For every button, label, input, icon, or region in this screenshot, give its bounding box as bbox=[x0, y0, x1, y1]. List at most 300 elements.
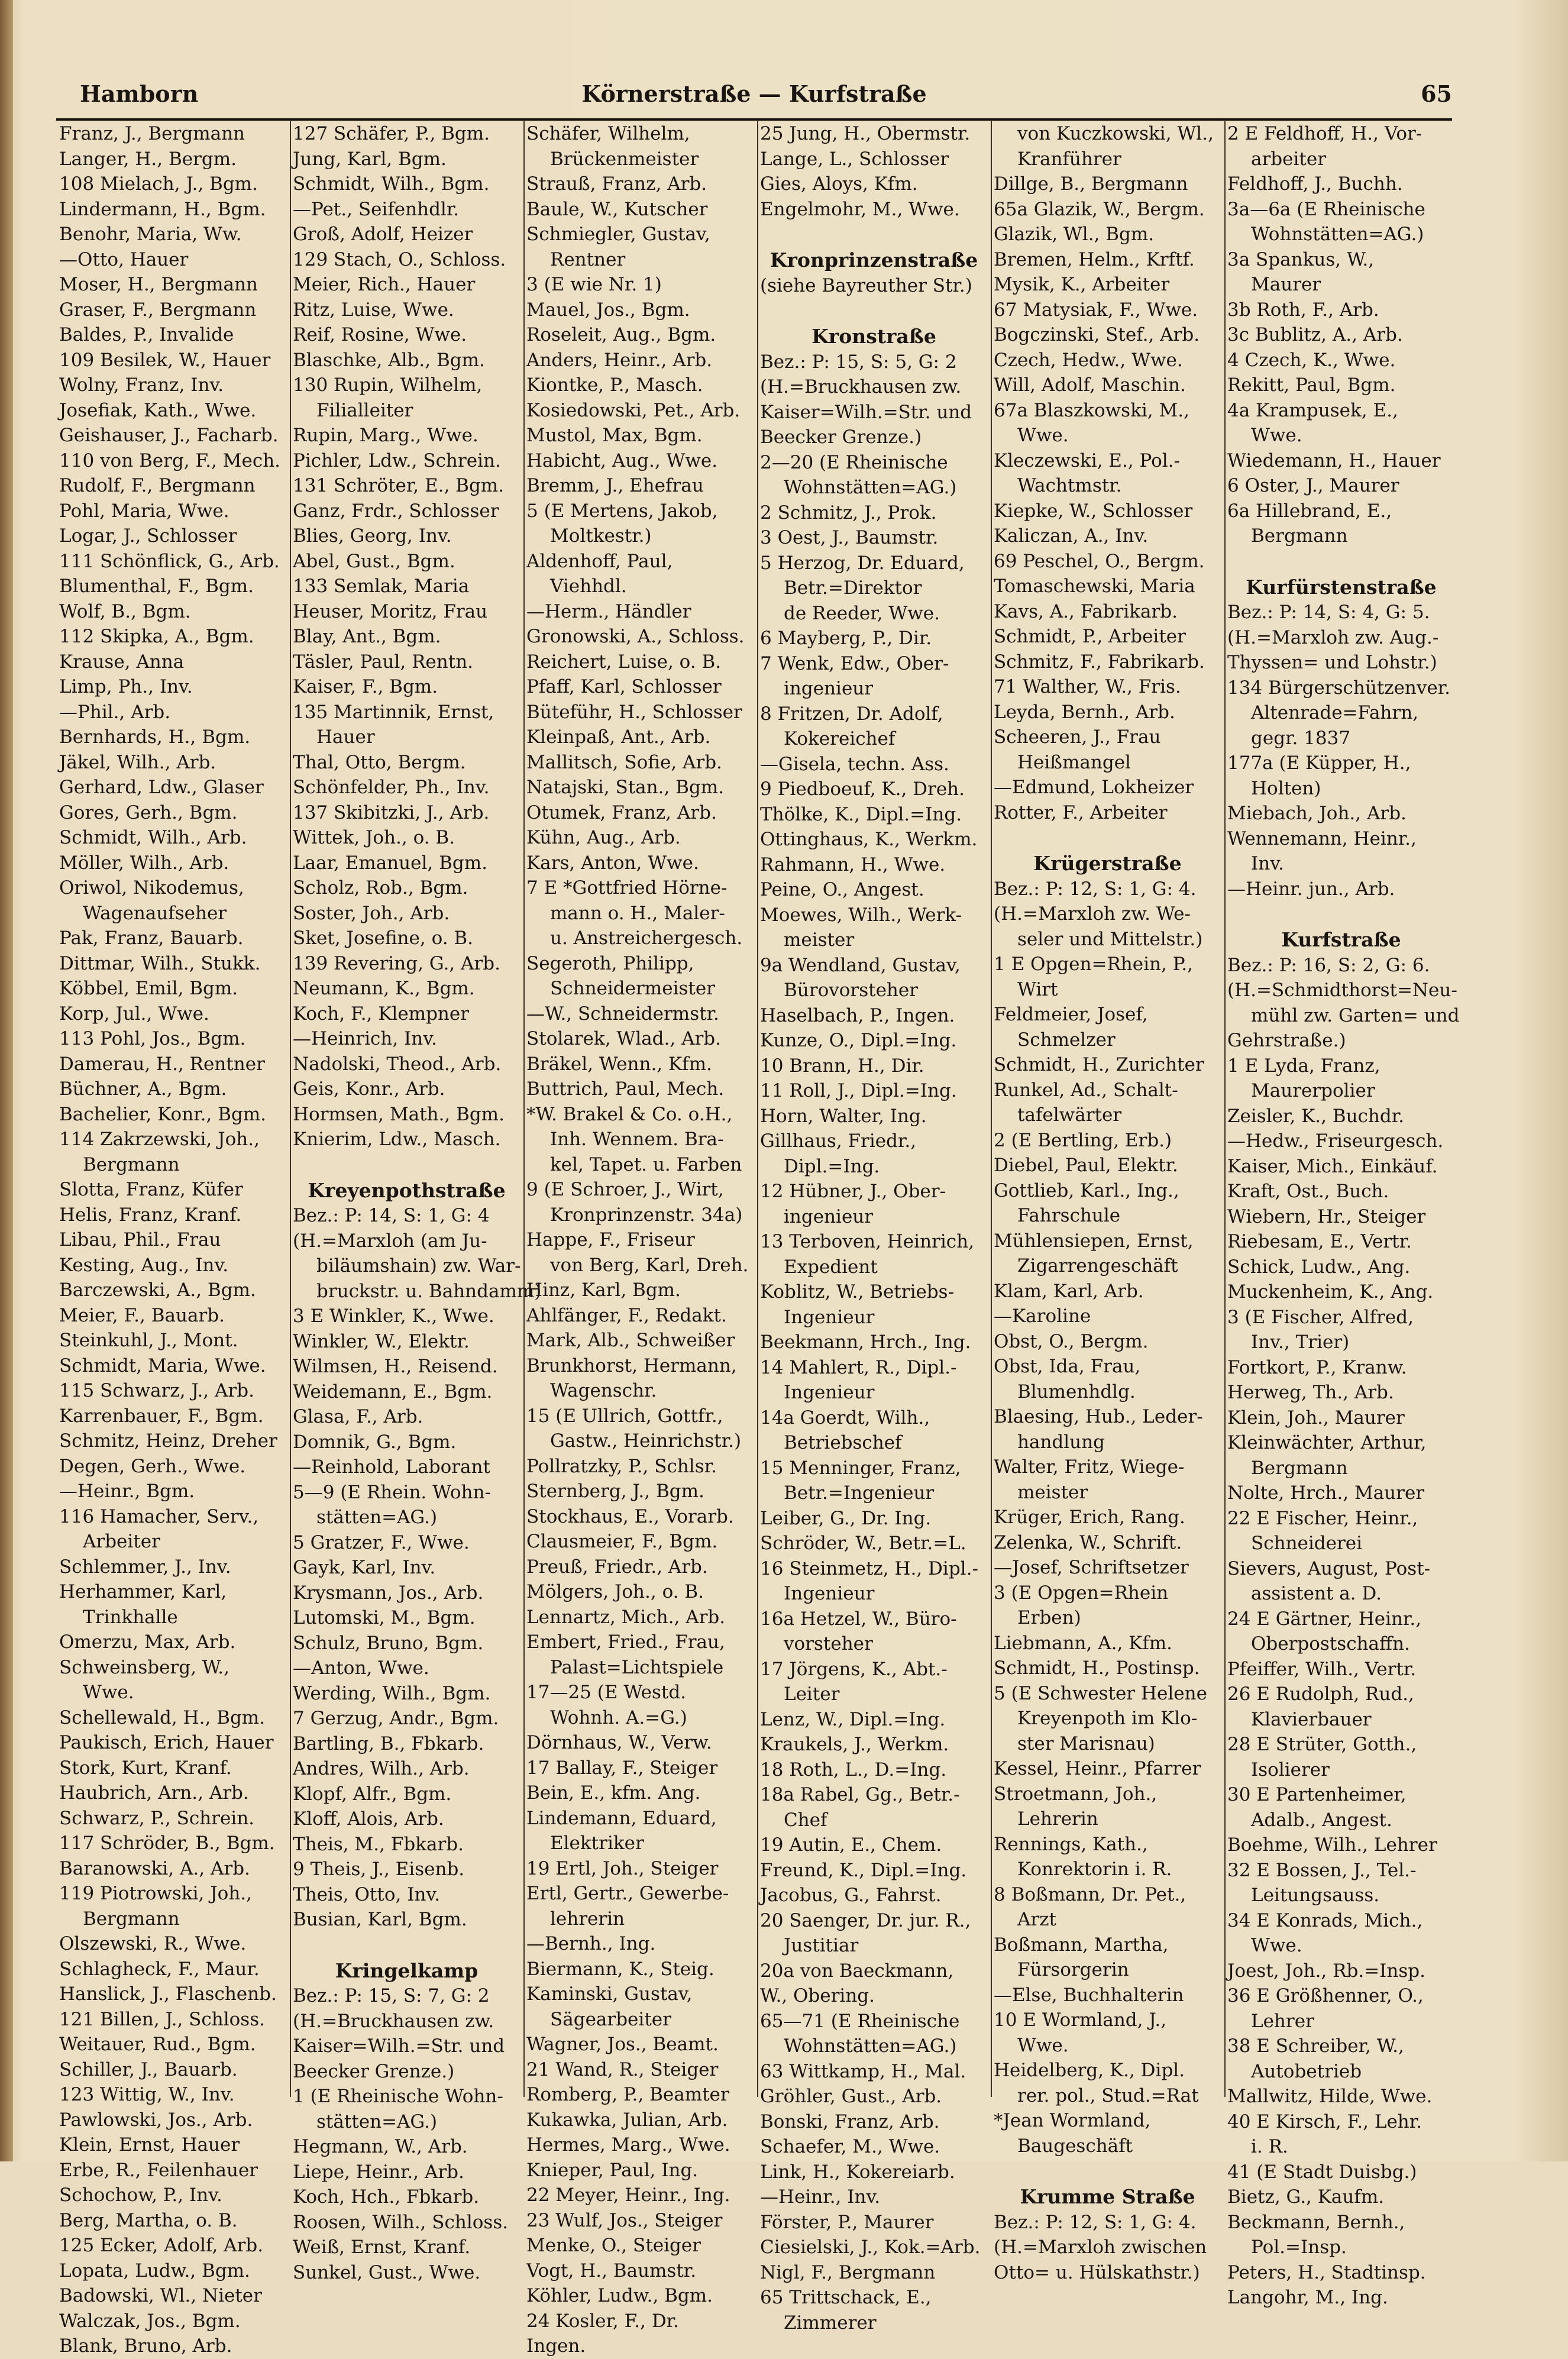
directory-entry: 34 E Konrads, Mich., bbox=[1227, 1909, 1423, 1931]
directory-entry: Romberg, P., Beamter bbox=[526, 2084, 729, 2105]
directory-entry: Mallwitz, Hilde, Wwe. bbox=[1227, 2086, 1433, 2107]
directory-entry: Theis, Otto, Inv. bbox=[293, 1883, 441, 1905]
directory-entry: Inv., Trier) bbox=[1251, 1332, 1350, 1353]
directory-entry: de Reeder, Wwe. bbox=[784, 602, 940, 624]
directory-entry: 130 Rupin, Wilhelm, bbox=[293, 374, 483, 396]
directory-entry: Nigl, F., Bergmann bbox=[760, 2261, 936, 2283]
directory-entry: 20 Saenger, Dr. jur. R., bbox=[760, 1909, 971, 1931]
directory-entry: (siehe Bayreuther Str.) bbox=[760, 274, 972, 296]
directory-entry: Geishauser, J., Facharb. bbox=[59, 425, 279, 446]
directory-entry: Joest, Joh., Rb.=Insp. bbox=[1227, 1960, 1425, 1982]
directory-entry: Weitauer, Rud., Bgm. bbox=[59, 2034, 256, 2055]
directory-entry: Wiedemann, H., Hauer bbox=[1227, 450, 1441, 471]
directory-entry: 3a Spankus, W., bbox=[1227, 248, 1375, 270]
directory-entry: Gehrstraße.) bbox=[1227, 1030, 1346, 1051]
directory-entry: Feldhoff, J., Buchh. bbox=[1227, 173, 1403, 195]
directory-entry: Rudolf, F., Bergmann bbox=[59, 475, 256, 496]
directory-entry: (H.=Marxloh zw. Aug.- bbox=[1227, 626, 1439, 648]
directory-entry: Erben) bbox=[1017, 1607, 1081, 1628]
directory-entry: —Heinrich, Inv. bbox=[293, 1028, 437, 1049]
directory-entry: 26 E Rudolph, Rud., bbox=[1227, 1683, 1414, 1705]
directory-entry: Haubrich, Arn., Arb. bbox=[59, 1782, 249, 1804]
directory-entry: Langer, H., Bergm. bbox=[59, 148, 237, 170]
directory-entry: 5 Herzog, Dr. Eduard, bbox=[760, 552, 965, 574]
directory-entry: Leitungsauss. bbox=[1251, 1885, 1380, 1906]
directory-entry: 119 Piotrowski, Joh., bbox=[59, 1883, 253, 1904]
directory-entry: 127 Schäfer, P., Bgm. bbox=[293, 123, 490, 144]
directory-entry: 111 Schönflick, G., Arb. bbox=[59, 550, 280, 572]
directory-entry: 125 Ecker, Adolf, Arb. bbox=[59, 2235, 264, 2256]
directory-entry: Mysik, K., Arbeiter bbox=[994, 274, 1170, 295]
directory-entry: Zelenka, W., Schrift. bbox=[994, 1531, 1182, 1553]
directory-entry: 17 Ballay, F., Steiger bbox=[526, 1757, 718, 1779]
directory-entry: Wilmsen, H., Reisend. bbox=[293, 1356, 498, 1377]
directory-entry: Kronprinzenstr. 34a) bbox=[550, 1204, 743, 1226]
directory-entry: 3 (E wie Nr. 1) bbox=[526, 274, 662, 295]
directory-entry: Vogt, H., Baumstr. bbox=[526, 2260, 697, 2282]
directory-entry: Obst, Ida, Frau, bbox=[994, 1356, 1141, 1377]
directory-entry: 3a—6a (E Rheinische bbox=[1227, 198, 1425, 220]
directory-entry: —Pet., Seifenhdlr. bbox=[293, 198, 460, 220]
directory-entry: Holten) bbox=[1251, 777, 1321, 799]
directory-entry: Boehme, Wilh., Lehrer bbox=[1227, 1834, 1437, 1856]
directory-entry: Dittmar, Wilh., Stukk. bbox=[59, 952, 261, 974]
directory-entry: 20a von Baeckmann, bbox=[760, 1960, 954, 1982]
directory-entry: Peters, H., Stadtinsp. bbox=[1227, 2261, 1426, 2283]
directory-entry: Kühn, Aug., Arb. bbox=[526, 827, 681, 848]
directory-entry: meister bbox=[784, 929, 855, 951]
directory-entry: —Edmund, Lokheizer bbox=[994, 777, 1194, 798]
directory-entry: Bartling, B., Fbkarb. bbox=[293, 1733, 484, 1754]
column-3 bbox=[526, 121, 754, 2357]
directory-entry: Kunze, O., Dipl.=Ing. bbox=[760, 1030, 957, 1051]
directory-entry: Kokereichef bbox=[784, 728, 895, 749]
directory-entry: Boßmann, Martha, bbox=[994, 1934, 1169, 1956]
directory-entry: Graser, F., Bergmann bbox=[59, 299, 257, 321]
directory-entry: 4 Czech, K., Wwe. bbox=[1227, 349, 1396, 371]
directory-entry: Otumek, Franz, Arb. bbox=[526, 802, 717, 823]
directory-entry: Schlemmer, J., Inv. bbox=[59, 1556, 231, 1578]
directory-entry: 71 Walther, W., Fris. bbox=[994, 676, 1181, 697]
directory-entry: Jäkel, Wilh., Arb. bbox=[59, 751, 216, 773]
directory-entry: Hegmann, W., Arb. bbox=[293, 2136, 468, 2157]
directory-entry: 5 (E Schwester Helene bbox=[994, 1682, 1207, 1704]
directory-entry: Kaiser=Wilh.=Str. und bbox=[293, 2035, 505, 2057]
directory-entry: Pol.=Insp. bbox=[1251, 2237, 1347, 2258]
directory-entry: Feldmeier, Josef, bbox=[994, 1004, 1148, 1025]
directory-entry: Rupin, Marg., Wwe. bbox=[293, 425, 479, 446]
directory-entry: Wolny, Franz, Inv. bbox=[59, 374, 224, 396]
directory-entry: 13 Terboven, Heinrich, bbox=[760, 1231, 974, 1252]
directory-entry: Wohnstätten=AG.) bbox=[784, 477, 957, 498]
directory-entry: 36 E Größhenner, O., bbox=[1227, 1985, 1424, 2006]
directory-entry: Schneiderei bbox=[1251, 1533, 1363, 1554]
directory-entry: 115 Schwarz, J., Arb. bbox=[59, 1380, 254, 1401]
directory-entry: Meier, Rich., Hauer bbox=[293, 274, 476, 295]
directory-entry: Liebmann, A., Kfm. bbox=[994, 1632, 1173, 1654]
directory-entry: Schmelzer bbox=[1017, 1029, 1116, 1051]
directory-entry: Roseleit, Aug., Bgm. bbox=[526, 324, 716, 345]
directory-entry: Andres, Wilh., Arb. bbox=[293, 1758, 470, 1779]
directory-entry: Habicht, Aug., Wwe. bbox=[526, 450, 718, 471]
directory-entry: 137 Skibitzki, J., Arb. bbox=[293, 802, 490, 823]
directory-entry: Brückenmeister bbox=[550, 148, 699, 170]
directory-entry: Viehhdl. bbox=[550, 576, 627, 597]
directory-entry: 30 E Partenheimer, bbox=[1227, 1784, 1407, 1805]
directory-entry: Reif, Rosine, Wwe. bbox=[293, 324, 467, 345]
directory-entry: 3b Roth, F., Arb. bbox=[1227, 299, 1379, 321]
directory-entry: 2 Schmitz, J., Prok. bbox=[760, 502, 937, 523]
directory-entry: Kosiedowski, Pet., Arb. bbox=[526, 399, 741, 421]
directory-entry: 14 Mahlert, R., Dipl.- bbox=[760, 1356, 957, 1378]
directory-entry: Ganz, Frdr., Schlosser bbox=[293, 500, 499, 522]
directory-entry: Schmidt, H., Postinsp. bbox=[994, 1657, 1200, 1679]
directory-entry: 32 E Bossen, J., Tel.- bbox=[1227, 1859, 1417, 1881]
directory-entry: Sievers, August, Post- bbox=[1227, 1557, 1431, 1579]
directory-entry: Bremen, Helm., Krftf. bbox=[994, 248, 1195, 270]
directory-entry: Will, Adolf, Maschin. bbox=[994, 374, 1186, 396]
directory-entry: Freund, K., Dipl.=Ing. bbox=[760, 1859, 967, 1881]
directory-entry: Schönfelder, Ph., Inv. bbox=[293, 777, 490, 798]
directory-entry: Stockhaus, E., Vorarb. bbox=[526, 1505, 734, 1527]
directory-entry: Blies, Georg, Inv. bbox=[293, 525, 452, 547]
directory-entry: Maurer bbox=[1251, 274, 1321, 295]
directory-entry: Weidemann, E., Bgm. bbox=[293, 1381, 493, 1403]
directory-entry: Badowski, Wl., Nieter bbox=[59, 2285, 262, 2306]
directory-entry: 3 (E Opgen=Rhein bbox=[994, 1582, 1169, 1604]
directory-entry: 112 Skipka, A., Bgm. bbox=[59, 626, 254, 647]
directory-entry: Kaiser, Mich., Einkäuf. bbox=[1227, 1155, 1438, 1177]
directory-entry: Erbe, R., Feilenhauer bbox=[59, 2159, 258, 2181]
directory-entry: Kavs, A., Fabrikarb. bbox=[994, 600, 1178, 622]
directory-entry: Schmidt, H., Zurichter bbox=[994, 1054, 1204, 1075]
directory-entry: —Else, Buchhalterin bbox=[994, 1984, 1184, 2006]
book-binding-edge bbox=[0, 0, 13, 2161]
directory-entry: Busian, Karl, Bgm. bbox=[293, 1909, 467, 1930]
directory-entry: arbeiter bbox=[1251, 148, 1327, 170]
directory-entry: Herhammer, Karl, bbox=[59, 1581, 227, 1602]
directory-entry: Benohr, Maria, Ww. bbox=[59, 224, 242, 245]
directory-entry: Zimmerer bbox=[784, 2312, 877, 2334]
spacer bbox=[1227, 901, 1455, 910]
directory-entry: Werding, Wilh., Bgm. bbox=[293, 1682, 491, 1704]
directory-entry: Gronowski, A., Schloss. bbox=[526, 626, 745, 647]
directory-entry: Jung, Karl, Bgm. bbox=[293, 148, 447, 170]
directory-entry: Schick, Ludw., Ang. bbox=[1227, 1256, 1411, 1278]
directory-entry: Gröhler, Gust., Arb. bbox=[760, 2086, 942, 2107]
directory-entry: Menke, O., Steiger bbox=[526, 2235, 701, 2256]
directory-entry: Schmidt, Maria, Wwe. bbox=[59, 1355, 266, 1376]
directory-entry: (H.=Marxloh zw. We- bbox=[994, 903, 1191, 925]
directory-entry: Ritz, Luise, Wwe. bbox=[293, 299, 454, 321]
directory-entry: Clausmeier, F., Bgm. bbox=[526, 1531, 718, 1552]
directory-entry: Embert, Fried., Frau, bbox=[526, 1631, 725, 1653]
directory-entry: Pohl, Maria, Wwe. bbox=[59, 500, 229, 522]
directory-entry: 17 Jörgens, K., Abt.- bbox=[760, 1658, 948, 1680]
directory-entry: Betr.=Direktor bbox=[784, 577, 922, 599]
directory-entry: 6 Mayberg, P., Dir. bbox=[760, 628, 932, 649]
directory-entry: 63 Wittkamp, H., Mal. bbox=[760, 2060, 966, 2082]
directory-entry: handlung bbox=[1017, 1431, 1105, 1453]
directory-entry: 18 Roth, L., D.=Ing. bbox=[760, 1759, 947, 1780]
directory-entry: Moewes, Wilh., Werk- bbox=[760, 904, 962, 926]
directory-entry: Geis, Konr., Arb. bbox=[293, 1078, 445, 1100]
directory-entry: Thyssen= und Lohstr.) bbox=[1227, 652, 1437, 673]
directory-entry: Obst, O., Bergm. bbox=[994, 1330, 1149, 1352]
directory-entry: (H.=Bruckhausen zw. bbox=[293, 2010, 494, 2032]
directory-entry: Trinkhalle bbox=[83, 1606, 178, 1628]
directory-entry: Gayk, Karl, Inv. bbox=[293, 1557, 436, 1578]
directory-entry: Degen, Gerh., Wwe. bbox=[59, 1455, 246, 1477]
directory-entry: Bogczinski, Stef., Arb. bbox=[994, 324, 1200, 345]
directory-entry: Schlagheck, F., Maur. bbox=[59, 1958, 260, 1980]
directory-entry: Kleinwächter, Arthur, bbox=[1227, 1432, 1427, 1453]
directory-entry: Mallitsch, Sofie, Arb. bbox=[526, 751, 722, 773]
directory-entry: Kaminski, Gustav, bbox=[526, 1983, 693, 2005]
directory-entry: Logar, J., Schlosser bbox=[59, 525, 237, 547]
directory-entry: Knierim, Ldw., Masch. bbox=[293, 1129, 501, 1150]
directory-entry: Gillhaus, Friedr., bbox=[760, 1130, 917, 1152]
directory-entry: Schulz, Bruno, Bgm. bbox=[293, 1632, 484, 1654]
directory-entry: Lehrerin bbox=[1017, 1808, 1098, 1830]
directory-entry: Beecker Grenze.) bbox=[760, 426, 922, 448]
directory-entry: Wittek, Joh., o. B. bbox=[293, 827, 455, 848]
spacer bbox=[293, 1933, 520, 1941]
directory-entry: Sket, Josefine, o. B. bbox=[293, 928, 474, 949]
directory-entry: Heißmangel bbox=[1017, 751, 1131, 773]
directory-entry: 3 Oest, J., Baumstr. bbox=[760, 527, 939, 548]
directory-entry: 116 Hamacher, Serv., bbox=[59, 1505, 259, 1527]
directory-entry: Baranowski, A., Arb. bbox=[59, 1857, 250, 1879]
street-heading: Kringelkamp bbox=[335, 1959, 479, 1982]
directory-entry: assistent a. D. bbox=[1251, 1583, 1382, 1604]
directory-entry: Herweg, Th., Arb. bbox=[1227, 1382, 1394, 1403]
directory-entry: Bez.: P: 15, S: 5, G: 2 bbox=[760, 351, 957, 373]
directory-entry: 10 Brann, H., Dir. bbox=[760, 1055, 924, 1077]
directory-entry: 24 Kosler, F., Dr. bbox=[526, 2310, 679, 2332]
directory-entry: (H.=Bruckhausen zw. bbox=[760, 376, 962, 398]
directory-entry: 65—71 (E Rheinische bbox=[760, 2010, 960, 2032]
directory-entry: Klopf, Alfr., Bgm. bbox=[293, 1783, 452, 1805]
directory-entry: Moltkestr.) bbox=[550, 525, 652, 547]
directory-entry: Schmiegler, Gustav, bbox=[526, 224, 710, 245]
directory-entry: Blaschke, Alb., Bgm. bbox=[293, 349, 485, 371]
directory-entry: (H.=Marxloh zwischen bbox=[994, 2237, 1207, 2258]
directory-entry: Schmitz, F., Fabrikarb. bbox=[994, 651, 1205, 673]
directory-entry: Betriebschef bbox=[784, 1432, 902, 1453]
directory-entry: Wohnstätten=AG.) bbox=[784, 2035, 957, 2057]
directory-entry: 2 E Feldhoff, H., Vor- bbox=[1227, 123, 1422, 144]
directory-entry: Krause, Anna bbox=[59, 651, 185, 673]
directory-entry: —Heinr. jun., Arb. bbox=[1227, 878, 1395, 900]
directory-entry: vorsteher bbox=[784, 1633, 873, 1654]
directory-entry: seler und Mittelstr.) bbox=[1017, 928, 1203, 950]
directory-entry: Wwe. bbox=[1251, 1935, 1302, 1956]
directory-entry: von Berg, Karl, Dreh. bbox=[550, 1254, 749, 1276]
directory-entry: Rekitt, Paul, Bgm. bbox=[1227, 374, 1396, 396]
directory-entry: Krüger, Erich, Rang. bbox=[994, 1507, 1185, 1528]
directory-entry: Gies, Aloys, Kfm. bbox=[760, 173, 918, 195]
directory-entry: Inv. bbox=[1251, 853, 1284, 874]
directory-entry: Sägearbeiter bbox=[550, 2008, 671, 2030]
directory-entry: mühl zw. Garten= und bbox=[1251, 1004, 1460, 1026]
directory-entry: 67 Matysiak, F., Wwe. bbox=[994, 299, 1198, 321]
street-heading: Kreyenpothstraße bbox=[308, 1178, 506, 1202]
directory-entry: Bietz, G., Kaufm. bbox=[1227, 2186, 1385, 2208]
directory-entry: Scheeren, J., Frau bbox=[994, 726, 1161, 748]
directory-entry: Bez.: P: 15, S: 7, G: 2 bbox=[293, 1985, 490, 2006]
directory-entry: 133 Semlak, Maria bbox=[293, 576, 470, 597]
directory-entry: Baule, W., Kutscher bbox=[526, 198, 708, 220]
directory-entry: 24 E Gärtner, Heinr., bbox=[1227, 1608, 1422, 1630]
directory-entry: Damerau, H., Rentner bbox=[59, 1053, 265, 1075]
directory-entry: Winkler, W., Elektr. bbox=[293, 1330, 470, 1352]
directory-entry: Reichert, Luise, o. B. bbox=[526, 651, 722, 673]
directory-entry: 3c Bublitz, A., Arb. bbox=[1227, 324, 1403, 345]
directory-entry: 5 Gratzer, F., Wwe. bbox=[293, 1531, 470, 1553]
directory-entry: 9a Wendland, Gustav, bbox=[760, 954, 961, 976]
directory-entry: Chef bbox=[784, 1809, 827, 1831]
directory-entry: Lopata, Ludw., Bgm. bbox=[59, 2260, 250, 2282]
directory-entry: Justitiar bbox=[784, 1935, 859, 1956]
directory-entry: 8 Fritzen, Dr. Adolf, bbox=[760, 703, 943, 725]
directory-entry: Wwe. bbox=[1251, 425, 1302, 446]
directory-entry: Riebesam, E., Vertr. bbox=[1227, 1231, 1412, 1252]
street-heading: Krumme Straße bbox=[1020, 2185, 1195, 2208]
directory-entry: Ingenieur bbox=[784, 1306, 875, 1328]
directory-entry: Bez.: P: 16, S: 2, G: 6. bbox=[1227, 954, 1430, 976]
directory-entry: Blank, Bruno, Arb. bbox=[59, 2335, 232, 2357]
directory-entry: Leiter bbox=[784, 1683, 840, 1705]
column-5 bbox=[994, 121, 1221, 2283]
directory-entry: Abel, Gust., Bgm. bbox=[293, 550, 455, 572]
directory-entry: Ingenieur bbox=[784, 1583, 875, 1604]
header-street-range: Körnerstraße — Kurfstraße bbox=[581, 80, 927, 107]
directory-entry: Moser, H., Bergmann bbox=[59, 274, 258, 295]
directory-entry: Gastw., Heinrichstr.) bbox=[550, 1430, 742, 1452]
directory-entry: Bein, E., kfm. Ang. bbox=[526, 1782, 701, 1804]
directory-entry: Beecker Grenze.) bbox=[293, 2060, 455, 2082]
directory-entry: 108 Mielach, J., Bgm. bbox=[59, 173, 258, 195]
directory-entry: Baugeschäft bbox=[1017, 2135, 1133, 2157]
directory-entry: Palast=Lichtspiele bbox=[550, 1656, 724, 1678]
directory-entry: Isolierer bbox=[1251, 1759, 1330, 1780]
directory-entry: Fortkort, P., Kranw. bbox=[1227, 1356, 1407, 1378]
directory-entry: Lutomski, M., Bgm. bbox=[293, 1607, 476, 1628]
directory-entry: Bergmann bbox=[1251, 525, 1348, 547]
directory-entry: Hinz, Karl, Bgm. bbox=[526, 1279, 681, 1301]
directory-entry: Förster, P., Maurer bbox=[760, 2211, 934, 2233]
directory-entry: stätten=AG.) bbox=[316, 2111, 438, 2132]
directory-entry: Lenz, W., Dipl.=Ing. bbox=[760, 1708, 946, 1730]
directory-entry: 117 Schröder, B., Bgm. bbox=[59, 1833, 275, 1854]
directory-entry: 2—20 (E Rheinische bbox=[760, 451, 948, 473]
directory-entry: 1 E Lyda, Franz, bbox=[1227, 1055, 1381, 1077]
column-2 bbox=[293, 121, 542, 2283]
directory-entry: Lange, L., Schlosser bbox=[760, 148, 949, 170]
directory-entry: Bez.: P: 12, S: 1, G: 4. bbox=[994, 878, 1197, 900]
directory-entry: —Bernh., Ing. bbox=[526, 1933, 656, 1954]
directory-entry: Kukawka, Julian, Arb. bbox=[526, 2109, 728, 2131]
directory-entry: 12 Hübner, J., Ober- bbox=[760, 1181, 946, 1202]
directory-entry: Czech, Hedw., Wwe. bbox=[994, 349, 1183, 371]
directory-entry: Leyda, Bernh., Arb. bbox=[994, 701, 1175, 723]
directory-entry: Preuß, Friedr., Arb. bbox=[526, 1556, 708, 1578]
directory-entry: Slotta, Franz, Küfer bbox=[59, 1179, 243, 1200]
directory-entry: —Heinr., Bgm. bbox=[59, 1481, 195, 1502]
directory-entry: Strauß, Franz, Arb. bbox=[526, 173, 707, 195]
directory-entry: 38 E Schreiber, W., bbox=[1227, 2035, 1404, 2057]
spacer bbox=[994, 825, 1221, 833]
directory-entry: Schmidt, P., Arbeiter bbox=[994, 626, 1186, 647]
directory-entry: 134 Bürgerschützenver. bbox=[1227, 677, 1451, 699]
page-header bbox=[56, 77, 1452, 121]
directory-entry: Pichler, Ldw., Schrein. bbox=[293, 450, 501, 471]
directory-entry: —Heinr., Inv. bbox=[760, 2186, 881, 2208]
directory-entry: Kiontke, P., Masch. bbox=[526, 374, 703, 396]
directory-entry: Dipl.=Ing. bbox=[784, 1155, 880, 1177]
column-4 bbox=[760, 121, 988, 2334]
directory-entry: Brunkhorst, Hermann, bbox=[526, 1355, 737, 1376]
directory-entry: gegr. 1837 bbox=[1251, 727, 1351, 749]
directory-entry: Filialleiter bbox=[316, 399, 413, 421]
directory-entry: Sunkel, Gust., Wwe. bbox=[293, 2261, 481, 2283]
directory-entry: Horn, Walter, Ing. bbox=[760, 1105, 927, 1127]
directory-entry: 15 Menninger, Franz, bbox=[760, 1457, 961, 1479]
directory-entry: Lindermann, H., Bgm. bbox=[59, 198, 266, 220]
directory-entry: ster Marisnau) bbox=[1017, 1733, 1155, 1754]
directory-entry: 65a Glazik, W., Bergm. bbox=[994, 198, 1205, 220]
directory-entry: Gerhard, Ldw., Glaser bbox=[59, 777, 264, 798]
directory-entry: —Anton, Wwe. bbox=[293, 1657, 429, 1679]
directory-entry: Ahlfänger, F., Redakt. bbox=[526, 1304, 727, 1326]
directory-entry: —W., Schneidermstr. bbox=[526, 1003, 719, 1025]
street-heading: Kronstraße bbox=[812, 325, 936, 348]
directory-entry: Ciesielski, J., Kok.=Arb. bbox=[760, 2237, 981, 2258]
directory-entry: Büchner, A., Bgm. bbox=[59, 1078, 227, 1100]
directory-entry: Happe, F., Friseur bbox=[526, 1229, 695, 1250]
directory-entry: Bonski, Franz, Arb. bbox=[760, 2111, 940, 2132]
directory-entry: Elektriker bbox=[550, 1833, 644, 1854]
directory-entry: Gottlieb, Karl., Ing., bbox=[994, 1180, 1179, 1201]
directory-entry: kel, Tapet. u. Farben bbox=[550, 1153, 742, 1175]
directory-entry: 9 Theis, J., Eisenb. bbox=[293, 1859, 465, 1880]
directory-entry: Oriwol, Nikodemus, bbox=[59, 877, 244, 899]
directory-entry: Kiepke, W., Schlosser bbox=[994, 500, 1193, 522]
directory-entry: 6a Hillebrand, E., bbox=[1227, 500, 1392, 522]
spacer bbox=[760, 298, 988, 306]
directory-entry: —Herm., Händler bbox=[526, 600, 691, 622]
directory-entry: Maurerpolier bbox=[1251, 1080, 1375, 1101]
directory-entry: Domnik, G., Bgm. bbox=[293, 1431, 457, 1453]
directory-entry: Schäfer, Wilhelm, bbox=[526, 123, 690, 144]
directory-entry: Segeroth, Philipp, bbox=[526, 952, 694, 974]
directory-entry: Kleczewski, E., Pol.- bbox=[994, 450, 1181, 471]
directory-entry: Mark, Alb., Schweißer bbox=[526, 1330, 735, 1351]
directory-entry: Buttrich, Paul, Mech. bbox=[526, 1078, 725, 1100]
directory-entry: *W. Brakel & Co. o.H., bbox=[526, 1103, 733, 1125]
directory-entry: Fahrschule bbox=[1017, 1205, 1121, 1226]
directory-entry: 8 Boßmann, Dr. Pet., bbox=[994, 1883, 1186, 1905]
directory-entry: 109 Besilek, W., Hauer bbox=[59, 349, 271, 371]
directory-entry: Wagenaufseher bbox=[83, 902, 227, 924]
directory-entry: Beekmann, Hrch., Ing. bbox=[760, 1332, 971, 1353]
directory-entry: 139 Revering, G., Arb. bbox=[293, 952, 500, 974]
directory-entry: Bez.: P: 12, S: 1, G: 4. bbox=[994, 2211, 1197, 2233]
directory-entry: 2 (E Bertling, Erb.) bbox=[994, 1129, 1172, 1151]
spacer bbox=[293, 1152, 520, 1161]
directory-entry: Neumann, K., Bgm. bbox=[293, 978, 475, 999]
